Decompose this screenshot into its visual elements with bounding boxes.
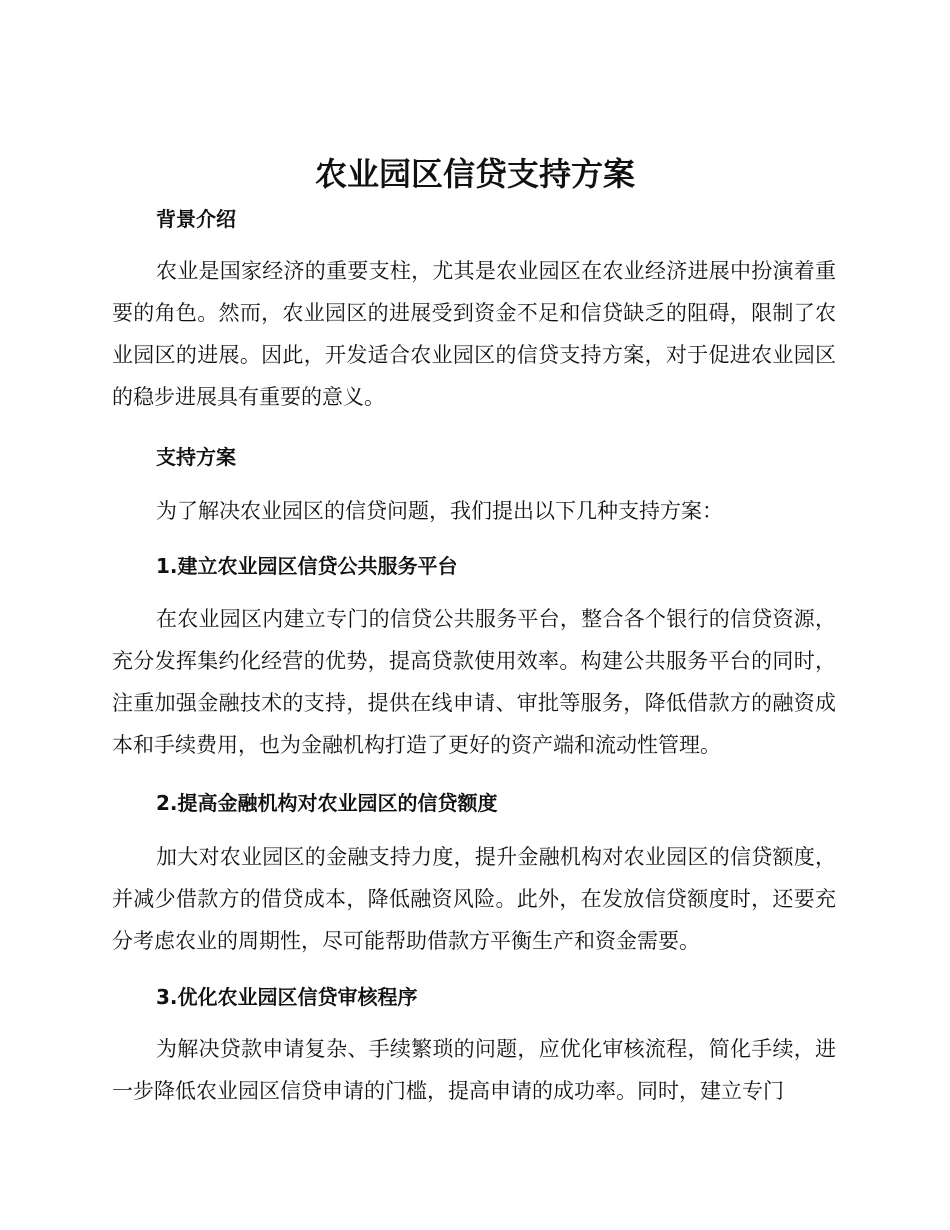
section-heading-plan-1: 1.建立农业园区信贷公共服务平台: [156, 554, 458, 578]
paragraph-plan-3: 为解决贷款申请复杂、手续繁琐的问题，应优化审核流程，简化手续，进一步降低农业园区信贷申请的门槛，提高申请的成功率。同时，建立专门: [112, 1037, 836, 1103]
section-heading-support-plan: 支持方案: [156, 445, 236, 469]
section-heading-plan-2: 2.提高金融机构对农业园区的信贷额度: [156, 791, 498, 815]
section-heading-background: 背景介绍: [156, 207, 236, 231]
paragraph-support-intro: 为了解决农业园区的信贷问题，我们提出以下几种支持方案：: [156, 499, 723, 523]
paragraph-plan-2: 加大对农业园区的金融支持力度，提升金融机构对农业园区的信贷额度，并减少借款方的借贷成本，降低融资风险。此外，在发放信贷额度时，还要充分考虑农业的周期性，尽可能帮助借款方平衡生产和资金需要。: [112, 845, 836, 953]
paragraph-plan-1: 在农业园区内建立专门的信贷公共服务平台，整合各个银行的信贷资源，充分发挥集约化经营的优势，提高贷款使用效率。构建公共服务平台的同时，注重加强金融技术的支持，提供在线申请、审批等服务，降低借款方的融资成本和手续费用，也为金融机构打造了更好的资产端和流动性管理。: [112, 607, 836, 757]
page-title: 农业园区信贷支持方案: [314, 155, 635, 193]
section-heading-plan-3: 3.优化农业园区信贷审核程序: [156, 985, 418, 1009]
paragraph-background: 农业是国家经济的重要支柱，尤其是农业园区在农业经济进展中扮演着重要的角色。然而，农业园区的进展受到资金不足和信贷缺乏的阻碍，限制了农业园区的进展。因此，开发适合农业园区的信贷支持方案，对于促进农业园区的稳步进展具有重要的意义。: [112, 259, 836, 409]
